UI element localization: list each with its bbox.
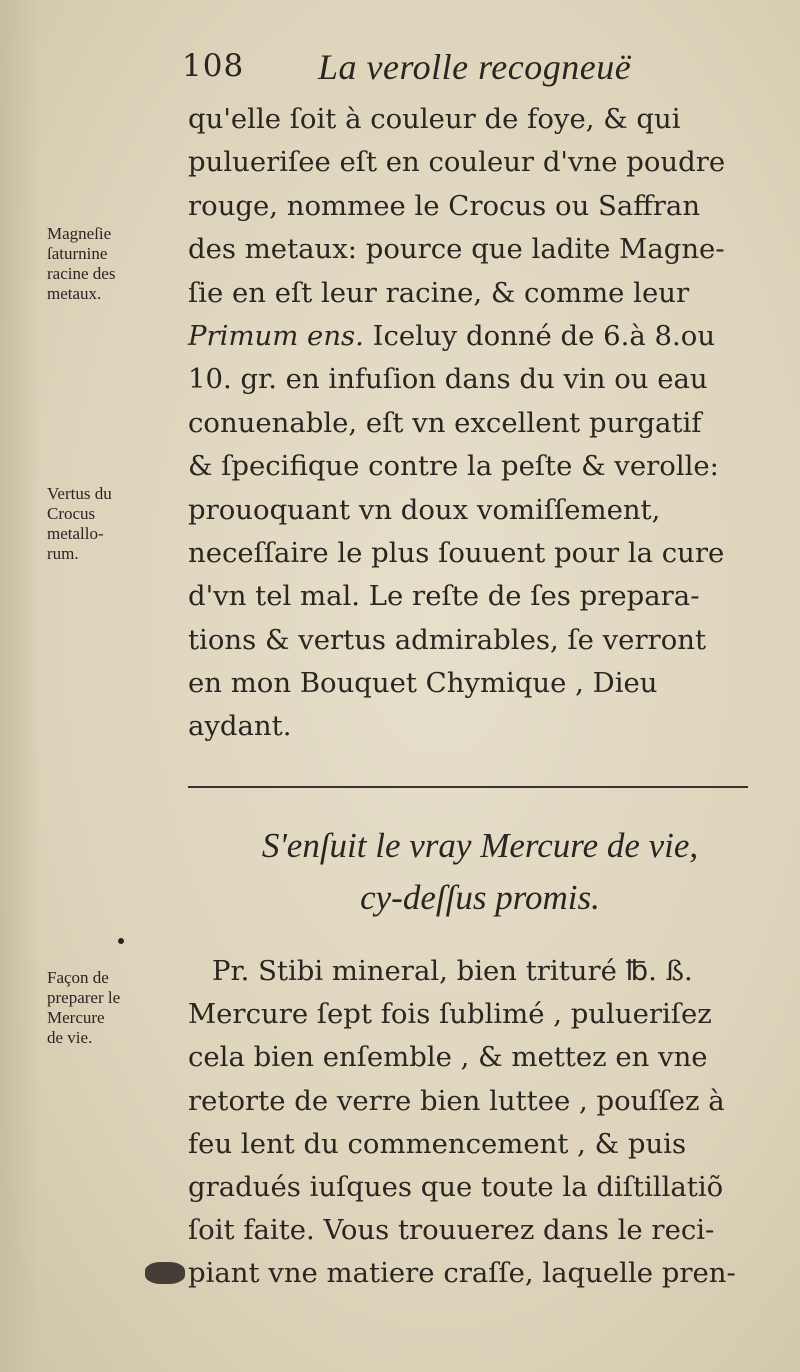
margin-note-line: Vertus du bbox=[47, 484, 112, 503]
recipe-paragraph bbox=[188, 950, 778, 1296]
text-line: feu lent du commencement , & puis bbox=[188, 1127, 687, 1160]
text-line: prouoquant vn doux vomiſſement, bbox=[188, 493, 661, 526]
text-segment: Iceluy donné de 6.à 8.ou bbox=[372, 319, 716, 352]
margin-note-line: Crocus bbox=[47, 504, 96, 523]
margin-note-line: ſaturnine bbox=[47, 244, 108, 263]
section-title-line2: cy-deſſus promis. bbox=[360, 878, 600, 917]
text-line: cela bien enſemble , & mettez en vne bbox=[188, 1041, 708, 1074]
section-title-line1: S'enſuit le vray Mercure de vie, bbox=[261, 826, 699, 865]
text-line: pulueriſee eſt en couleur d'vne poudre bbox=[188, 146, 726, 179]
text-line: Mercure ſept fois ſublimé , pulueriſez bbox=[188, 998, 712, 1031]
italic-phrase: Primum ens. bbox=[188, 319, 364, 352]
text-line-with-italic bbox=[188, 315, 778, 358]
main-paragraph bbox=[188, 98, 778, 749]
margin-note-line: Magneſie bbox=[47, 224, 112, 243]
ink-blot bbox=[145, 1262, 185, 1284]
margin-note-line: preparer le bbox=[47, 988, 121, 1007]
text-line: rouge, nommee le Crocus ou Saffran bbox=[188, 189, 701, 222]
margin-note-vertus bbox=[47, 484, 172, 564]
text-line: tions & vertus admirables, ſe verront bbox=[188, 623, 707, 656]
page-header bbox=[0, 46, 800, 96]
margin-note-facon bbox=[47, 968, 172, 1048]
text-line: en mon Bouquet Chymique , Dieu bbox=[188, 667, 658, 700]
margin-note-line: de vie. bbox=[47, 1028, 93, 1047]
text-line: des metaux: pource que ladite Magne- bbox=[188, 233, 725, 266]
margin-note-magnesie bbox=[47, 224, 172, 304]
text-line: neceſſaire le plus ſouuent pour la cure bbox=[188, 536, 725, 569]
text-line: gradués iuſques que toute la diſtillatiõ bbox=[188, 1170, 724, 1203]
text-line: Pr. Stibi mineral, bien trituré ℔. ß. bbox=[212, 955, 693, 987]
text-line: qu'elle ſoit à couleur de foye, & qui bbox=[188, 103, 681, 135]
text-line: & ſpecifique contre la peſte & verolle: bbox=[188, 450, 719, 483]
text-line: retorte de verre bien luttee , pouſſez à bbox=[188, 1084, 725, 1117]
text-line: d'vn tel mal. Le reſte de ſes prepara- bbox=[188, 580, 700, 613]
text-line: conuenable, eſt vn excellent purgatif bbox=[188, 406, 702, 439]
page-number: 108 bbox=[182, 48, 245, 84]
running-title: La verolle recogneuë bbox=[318, 47, 632, 87]
ink-spot bbox=[118, 938, 124, 944]
text-line: ſie en eſt leur racine, & comme leur bbox=[188, 276, 690, 309]
page-gutter-shadow bbox=[0, 0, 40, 1372]
text-line: 10. gr. en infuſion dans du vin ou eau bbox=[188, 363, 708, 396]
section-divider bbox=[188, 786, 748, 788]
text-line: aydant. bbox=[188, 710, 292, 743]
margin-note-line: Façon de bbox=[47, 968, 109, 987]
margin-note-line: Mercure bbox=[47, 1008, 105, 1027]
margin-note-line: metaux. bbox=[47, 284, 102, 303]
text-line: ſoit faite. Vous trouuerez dans le reci- bbox=[188, 1214, 715, 1247]
text-line: piant vne matiere craſſe, laquelle pren- bbox=[188, 1257, 736, 1290]
margin-note-line: racine des bbox=[47, 264, 116, 283]
margin-note-line: rum. bbox=[47, 544, 79, 563]
margin-note-line: metallo- bbox=[47, 524, 104, 543]
